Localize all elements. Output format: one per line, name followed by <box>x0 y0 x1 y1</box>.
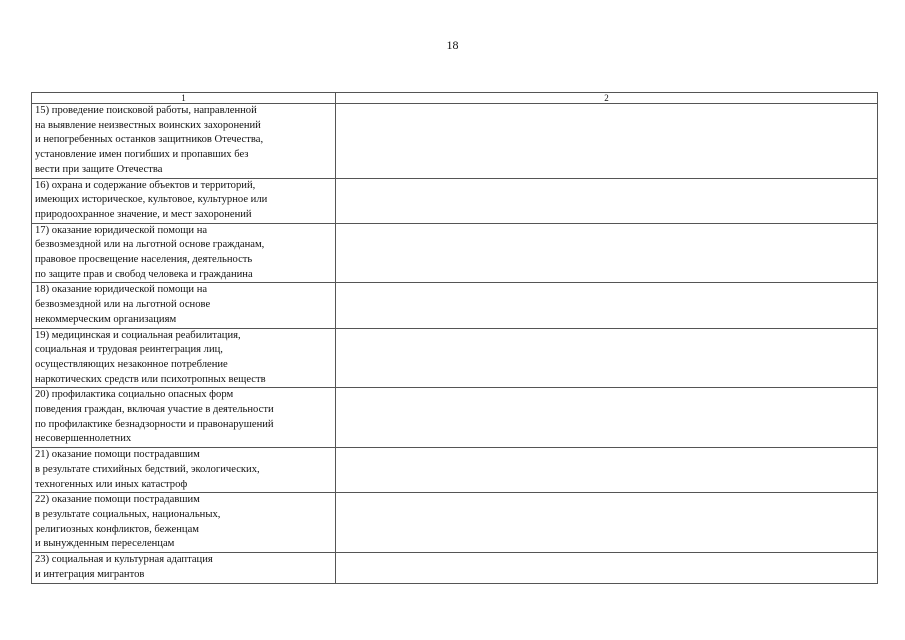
activity-description-line: некоммерческим организациям <box>35 313 177 325</box>
activity-description-cell <box>32 328 336 388</box>
activity-description-cell <box>32 493 336 553</box>
activity-description-line: несовершеннолетних <box>35 433 132 445</box>
table-row <box>32 283 878 328</box>
table-row <box>32 388 878 448</box>
activity-description-line: 23) социальная и культурная адаптация <box>35 554 213 566</box>
table-row <box>32 448 878 493</box>
activity-description-cell <box>32 448 336 493</box>
activity-description-line: поведения граждан, включая участие в деятельности <box>35 404 274 416</box>
activity-value-cell <box>336 493 878 553</box>
activity-value-cell <box>336 448 878 493</box>
activity-description-line: социальная и трудовая реинтеграция лиц, <box>35 344 223 356</box>
activity-description-line: 15) проведение поисковой работы, направленной <box>35 105 257 116</box>
activity-value-cell <box>336 283 878 328</box>
table-row <box>32 553 878 583</box>
column-header-2: 2 <box>336 93 878 104</box>
activity-description-line: правовое просвещение населения, деятельность <box>35 254 253 266</box>
activity-description-line: 16) охрана и содержание объектов и территорий, <box>35 179 256 191</box>
activity-description-line: имеющих историческое, культовое, культурное или <box>35 194 268 206</box>
activity-description-line: 19) медицинская и социальная реабилитация, <box>35 329 241 341</box>
column-header-1: 1 <box>32 93 336 104</box>
activity-description-cell <box>32 283 336 328</box>
activity-description-line: осуществляющих незаконное потребление <box>35 358 228 370</box>
activity-description-line: в результате социальных, национальных, <box>35 508 221 520</box>
table-row <box>32 328 878 388</box>
activity-description-line: вести при защите Отечества <box>35 163 163 175</box>
table-row <box>32 178 878 223</box>
activity-description-line: безвозмездной или на льготной основе <box>35 299 211 311</box>
activity-value-cell <box>336 388 878 448</box>
activity-description-cell <box>32 388 336 448</box>
activities-table <box>31 92 878 584</box>
activity-description-line: 22) оказание помощи пострадавшим <box>35 494 200 506</box>
activity-description-line: в результате стихийных бедствий, экологических, <box>35 463 260 475</box>
table-row <box>32 223 878 283</box>
activity-description-cell <box>32 178 336 223</box>
table-row <box>32 493 878 553</box>
activity-description-cell <box>32 553 336 583</box>
activity-value-cell <box>336 223 878 283</box>
activity-description-line: и интеграция мигрантов <box>35 568 145 580</box>
table-body <box>32 104 878 584</box>
activity-description-line: религиозных конфликтов, беженцам <box>35 523 199 535</box>
activity-description-line: на выявление неизвестных воинских захоронений <box>35 119 261 131</box>
activity-description-line: по профилактике безнадзорности и правонарушений <box>35 418 274 430</box>
activity-description-line: природоохранное значение, и мест захоронений <box>35 208 252 220</box>
activity-description-line: наркотических средств или психотропных веществ <box>35 373 266 385</box>
activity-description-line: 21) оказание помощи пострадавшим <box>35 449 200 461</box>
activity-value-cell <box>336 553 878 583</box>
activity-description-cell <box>32 223 336 283</box>
activity-description-line: 20) профилактика социально опасных форм <box>35 389 234 401</box>
activity-value-cell <box>336 328 878 388</box>
activity-description-line: по защите прав и свобод человека и гражданина <box>35 268 253 280</box>
page-number: 18 <box>446 38 459 52</box>
activity-description-line: безвозмездной или на льготной основе гражданам, <box>35 239 265 251</box>
activity-value-cell <box>336 104 878 179</box>
activity-description-line: техногенных или иных катастроф <box>35 478 188 490</box>
table-header-row <box>32 93 878 104</box>
activity-description-line: 18) оказание юридической помощи на <box>35 284 208 296</box>
activity-description-line: и непогребенных останков защитников Отечества, <box>35 134 264 146</box>
activity-description-line: и вынужденным переселенцам <box>35 538 175 550</box>
activity-description-cell <box>32 104 336 179</box>
activity-value-cell <box>336 178 878 223</box>
activity-description-line: 17) оказание юридической помощи на <box>35 224 208 236</box>
table-row <box>32 104 878 179</box>
activity-description-line: установление имен погибших и пропавших без <box>35 149 249 161</box>
